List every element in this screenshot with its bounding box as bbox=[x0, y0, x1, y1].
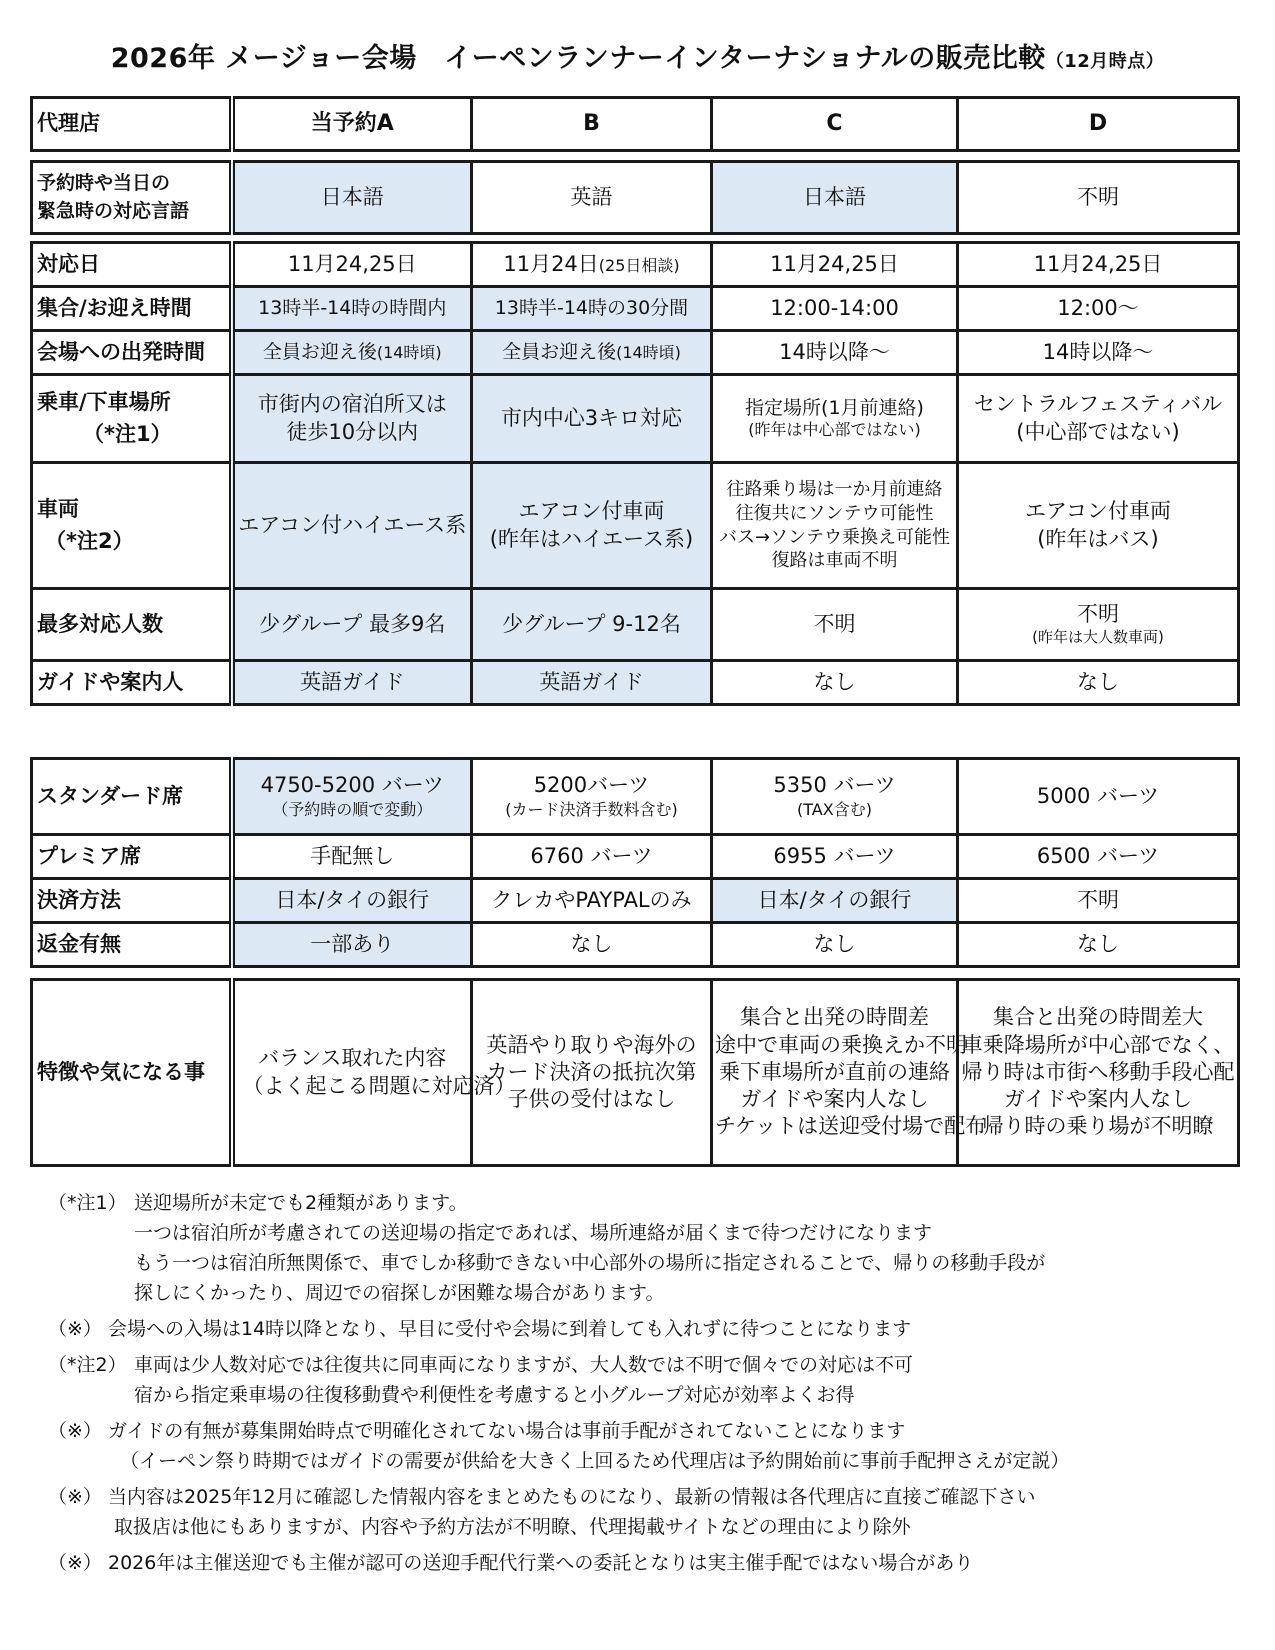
feature-line: カード決済の抵抗次第 bbox=[486, 1059, 697, 1084]
row-label: 決済方法 bbox=[32, 879, 232, 923]
logistics-table bbox=[30, 241, 1240, 706]
boarding-d bbox=[958, 375, 1239, 463]
dates-c: 11月24,25日 bbox=[712, 243, 958, 287]
note-2 bbox=[48, 1314, 1248, 1344]
value-line: 4750-5200 バーツ bbox=[260, 773, 444, 798]
value-line: (昨年はハイエース系) bbox=[489, 526, 694, 551]
note-line: 一つは宿泊所が考慮されての送迎場の指定であれば、場所連絡が届くまで待つだけになります bbox=[134, 1222, 933, 1244]
value-line: 指定場所(1月前連絡) bbox=[745, 396, 924, 419]
note-prefix: （*注1） bbox=[48, 1192, 127, 1214]
row-label: スタンダード席 bbox=[32, 759, 232, 835]
value-line: エアコン付車両 bbox=[518, 499, 665, 524]
feature-line: 英語やり取りや海外の bbox=[486, 1032, 697, 1057]
value-line: 市街内の宿泊所又は bbox=[257, 392, 447, 417]
note-line: 会場への入場は14時以降となり、早目に受付や会場に到着しても入れずに待つことになります bbox=[108, 1318, 912, 1340]
agency-a: 当予約A bbox=[232, 98, 472, 151]
guide-a: 英語ガイド bbox=[232, 661, 472, 705]
note-line: 送迎場所が未定でも2種類があります。 bbox=[134, 1192, 468, 1214]
vehicle-d bbox=[958, 463, 1239, 589]
pickup-d: 12:00～ bbox=[958, 287, 1239, 331]
value-line: 徒歩10分以内 bbox=[286, 419, 419, 444]
note-prefix: （※） bbox=[48, 1420, 102, 1442]
value-line: 不明 bbox=[1077, 602, 1119, 627]
table-row bbox=[32, 980, 1239, 1166]
standard-b bbox=[472, 759, 712, 835]
note: (TAX含む) bbox=[797, 799, 872, 819]
dates-a: 11月24,25日 bbox=[232, 243, 472, 287]
dates-b bbox=[472, 243, 712, 287]
title-main: 2026年 メージョー会場 イーペンランナーインターナショナルの販売比較 bbox=[110, 43, 1046, 74]
guide-c: なし bbox=[712, 661, 958, 705]
features-c bbox=[712, 980, 987, 1166]
vehicle-a: エアコン付ハイエース系 bbox=[232, 463, 472, 589]
row-label: 特徴や気になる事 bbox=[32, 980, 232, 1166]
agency-header-table bbox=[30, 96, 1240, 152]
row-label: ガイドや案内人 bbox=[32, 661, 232, 705]
premium-a: 手配無し bbox=[232, 835, 472, 879]
departure-b bbox=[472, 331, 712, 375]
table-row bbox=[32, 243, 1239, 287]
table-row bbox=[32, 463, 1239, 589]
vehicle-b bbox=[472, 463, 712, 589]
feature-line: ガイドや案内人なし bbox=[1003, 1087, 1193, 1112]
header-label: 代理店 bbox=[32, 98, 232, 151]
note-6 bbox=[48, 1548, 1248, 1578]
features-d bbox=[958, 980, 1239, 1166]
payment-c: 日本/タイの銀行 bbox=[712, 879, 958, 923]
language-b: 英語 bbox=[472, 162, 712, 234]
note-line: 車両は少人数対応では往復共に同車両になりますが、大人数では不明で個々での対応は不可 bbox=[134, 1354, 914, 1376]
boarding-a bbox=[232, 375, 472, 463]
departure-c: 14時以降～ bbox=[712, 331, 958, 375]
note: (14時頃) bbox=[616, 343, 681, 363]
row-label bbox=[32, 463, 232, 589]
value-line: 復路は車両不明 bbox=[771, 550, 898, 572]
premium-c: 6955 バーツ bbox=[712, 835, 958, 879]
value-line: 5200バーツ bbox=[533, 773, 650, 798]
guide-b: 英語ガイド bbox=[472, 661, 712, 705]
label-note: （*注1） bbox=[83, 421, 172, 446]
value: 全員お迎え後 bbox=[262, 341, 377, 364]
language-row bbox=[32, 162, 1239, 234]
feature-line: ガイドや案内人なし bbox=[740, 1087, 929, 1112]
note-line: 宿から指定乗車場の往復移動費や利便性を考慮すると小グループ対応が効率よくお得 bbox=[134, 1384, 855, 1406]
language-table bbox=[30, 160, 1240, 235]
note-line: 探しにくかったり、周辺での宿探しが困難な場合があります。 bbox=[134, 1282, 665, 1304]
agency-b: B bbox=[472, 98, 712, 151]
payment-b: クレカやPAYPALのみ bbox=[472, 879, 712, 923]
label-note: （*注2） bbox=[45, 528, 134, 553]
pricing-table bbox=[30, 757, 1240, 968]
refund-c: なし bbox=[712, 923, 958, 967]
note: （予約時の順で変動） bbox=[272, 799, 433, 819]
note-3 bbox=[48, 1350, 1248, 1410]
table-row bbox=[32, 589, 1239, 661]
table-row bbox=[32, 759, 1239, 835]
departure-d: 14時以降～ bbox=[958, 331, 1239, 375]
feature-line: （よく起こる問題に対応済） bbox=[242, 1073, 516, 1098]
boarding-b: 市内中心3キロ対応 bbox=[472, 375, 712, 463]
payment-a: 日本/タイの銀行 bbox=[232, 879, 472, 923]
premium-d: 6500 バーツ bbox=[958, 835, 1239, 879]
note: (25日相談) bbox=[598, 255, 680, 275]
note-prefix: （※） bbox=[48, 1552, 102, 1574]
row-label bbox=[32, 375, 232, 463]
label-line: 乗車/下車場所 bbox=[37, 390, 171, 414]
feature-line: 子供の受付はなし bbox=[507, 1087, 676, 1112]
features-b bbox=[472, 980, 712, 1166]
feature-line: 帰り時は市街へ移動手段心配 bbox=[961, 1059, 1235, 1084]
feature-line: 乗下車場所が直前の連絡 bbox=[719, 1059, 950, 1084]
title-sub: （12月時点） bbox=[1045, 51, 1165, 72]
note-line: 2026年は主催送迎でも主催が認可の送迎手配代行業への委託となりは実主催手配ではない場合があり bbox=[108, 1552, 974, 1574]
feature-line: チケットは送迎受付場で配布 bbox=[715, 1114, 987, 1139]
value-line: 5350 バーツ bbox=[773, 773, 896, 798]
note: (カード決済手数料含む) bbox=[505, 799, 678, 819]
feature-line: バランス取れた内容 bbox=[258, 1046, 447, 1071]
row-label: 対応日 bbox=[32, 243, 232, 287]
note-prefix: （※） bbox=[48, 1486, 102, 1508]
feature-line: 途中で車両の乗換えか不明 bbox=[715, 1032, 967, 1057]
boarding-c bbox=[712, 375, 958, 463]
refund-a: 一部あり bbox=[232, 923, 472, 967]
feature-line: 帰り時の乗り場が不明瞭 bbox=[982, 1114, 1214, 1139]
standard-a bbox=[232, 759, 472, 835]
table-row bbox=[32, 879, 1239, 923]
standard-d: 5000 バーツ bbox=[958, 759, 1239, 835]
row-label: 返金有無 bbox=[32, 923, 232, 967]
refund-b: なし bbox=[472, 923, 712, 967]
feature-line: 集合と出発の時間差大 bbox=[993, 1005, 1203, 1030]
language-a: 日本語 bbox=[232, 162, 472, 234]
table-row bbox=[32, 331, 1239, 375]
features-a bbox=[232, 980, 516, 1166]
note: (14時頃) bbox=[376, 343, 442, 363]
table-row bbox=[32, 923, 1239, 967]
note-line: もう一つは宿泊所無関係で、車でしか移動できない中心部外の場所に指定されることで、帰りの移動手段が bbox=[134, 1252, 1046, 1274]
language-label bbox=[32, 162, 232, 234]
agency-d: D bbox=[958, 98, 1239, 151]
note: (昨年は大人数車両) bbox=[1032, 628, 1164, 647]
value: 11月24日 bbox=[503, 251, 599, 276]
label-line: 車両 bbox=[37, 497, 79, 521]
dates-d: 11月24,25日 bbox=[958, 243, 1239, 287]
feature-line: 車乗降場所が中心部でなく、 bbox=[961, 1032, 1235, 1057]
row-label: 最多対応人数 bbox=[32, 589, 232, 661]
vehicle-c bbox=[712, 463, 958, 589]
note-line: 取扱店は他にもありますが、内容や予約方法が不明瞭、代理掲載サイトなどの理由により除外 bbox=[114, 1516, 911, 1538]
language-d: 不明 bbox=[958, 162, 1239, 234]
language-c: 日本語 bbox=[712, 162, 958, 234]
capacity-c: 不明 bbox=[712, 589, 958, 661]
value-line: 往復共にソンテウ可能性 bbox=[735, 502, 934, 524]
header-row bbox=[32, 98, 1239, 151]
value-line: セントラルフェスティバル bbox=[973, 392, 1223, 417]
table-row bbox=[32, 287, 1239, 331]
payment-d: 不明 bbox=[958, 879, 1239, 923]
value-line: (中心部ではない) bbox=[1016, 419, 1180, 444]
note-line: 当内容は2025年12月に確認した情報内容をまとめたものになり、最新の情報は各代理店に直接ご確認下さい bbox=[108, 1486, 1036, 1508]
pickup-b: 13時半-14時の30分間 bbox=[472, 287, 712, 331]
note-line: （イーペン祭り時期ではガイドの需要が供給を大きく上回るため代理店は予約開始前に事前手配押さえが定説） bbox=[120, 1450, 1070, 1472]
page-title bbox=[0, 36, 1275, 75]
note-4 bbox=[48, 1416, 1248, 1476]
row-label: 集合/お迎え時間 bbox=[32, 287, 232, 331]
value-line: (昨年はバス) bbox=[1037, 526, 1159, 551]
note-1 bbox=[48, 1188, 1248, 1308]
value-line: 往路乗り場は一か月前連絡 bbox=[726, 479, 943, 500]
standard-c bbox=[712, 759, 958, 835]
note-line: ガイドの有無が募集開始時点で明確化されてない場合は事前手配がされてないことになります bbox=[108, 1420, 906, 1442]
table-row bbox=[32, 375, 1239, 463]
capacity-d bbox=[958, 589, 1239, 661]
note-prefix: （※） bbox=[48, 1318, 102, 1340]
note-prefix: （*注2） bbox=[48, 1354, 127, 1376]
row-label: 会場への出発時間 bbox=[32, 331, 232, 375]
label-line: 予約時や当日の bbox=[37, 171, 171, 194]
refund-d: なし bbox=[958, 923, 1239, 967]
agency-c: C bbox=[712, 98, 958, 151]
pickup-a: 13時半-14時の時間内 bbox=[232, 287, 472, 331]
table-row bbox=[32, 661, 1239, 705]
features-table bbox=[30, 978, 1240, 1167]
note-5 bbox=[48, 1482, 1248, 1542]
premium-b: 6760 バーツ bbox=[472, 835, 712, 879]
row-label: プレミア席 bbox=[32, 835, 232, 879]
feature-line: 集合と出発の時間差 bbox=[740, 1005, 929, 1030]
capacity-a: 少グループ 最多9名 bbox=[232, 589, 472, 661]
notes-section bbox=[48, 1188, 1248, 1584]
pickup-c: 12:00-14:00 bbox=[712, 287, 958, 331]
guide-d: なし bbox=[958, 661, 1239, 705]
table-row bbox=[32, 835, 1239, 879]
capacity-b: 少グループ 9-12名 bbox=[472, 589, 712, 661]
value-line: (昨年は中心部ではない) bbox=[748, 420, 921, 440]
label-line: 緊急時の対応言語 bbox=[37, 199, 190, 222]
value-line: バス→ソンテウ乗換え可能性 bbox=[718, 526, 951, 548]
departure-a bbox=[232, 331, 472, 375]
value: 全員お迎え後 bbox=[502, 341, 617, 364]
value-line: エアコン付車両 bbox=[1025, 499, 1171, 524]
